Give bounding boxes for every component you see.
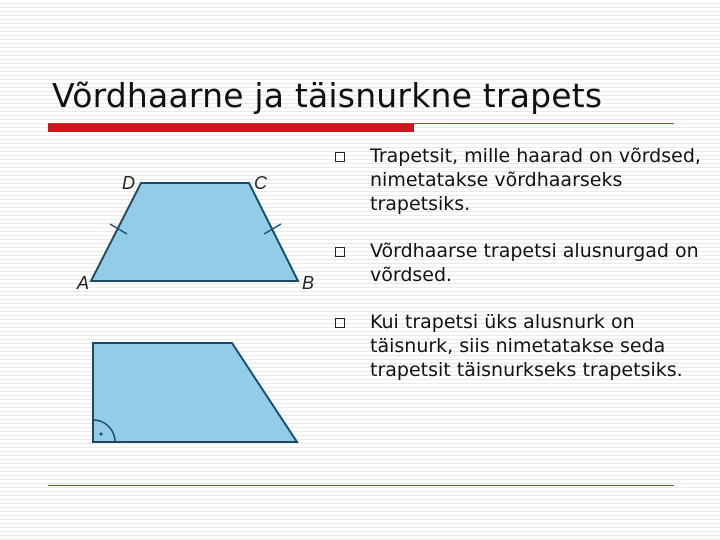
slide-title: Võrdhaarne ja täisnurkne trapets — [52, 76, 603, 115]
bullet-marker-icon — [335, 318, 345, 328]
right-trapezoid-figure — [85, 335, 310, 450]
bullet-list — [332, 144, 702, 405]
isosceles-trapezoid-figure — [70, 165, 320, 295]
bottom-divider — [48, 485, 674, 486]
bullet-item — [332, 239, 702, 287]
bullet-item — [332, 144, 702, 216]
bullet-item — [332, 310, 702, 382]
bullet-marker-icon — [335, 152, 345, 162]
bullet-marker-icon — [335, 247, 345, 257]
vertex-label-b: B — [302, 273, 315, 293]
vertex-label-d: D — [122, 173, 135, 193]
vertex-label-a: A — [77, 273, 90, 293]
right-angle-dot — [100, 433, 103, 436]
vertex-label-c: C — [254, 173, 267, 193]
bullet-text: Trapetsit, mille haarad on võrdsed, nimetatakse võrdhaarseks trapetsiks. — [370, 145, 701, 215]
bullet-text: Kui trapetsi üks alusnurk on täisnurk, siis nimetatakse seda trapetsit täisnurkseks trapetsiks. — [370, 311, 683, 381]
title-divider-thick — [48, 124, 414, 132]
right-trapezoid-shape — [93, 343, 297, 442]
bullet-text: Võrdhaarse trapetsi alusnurgad on võrdsed. — [370, 240, 699, 286]
